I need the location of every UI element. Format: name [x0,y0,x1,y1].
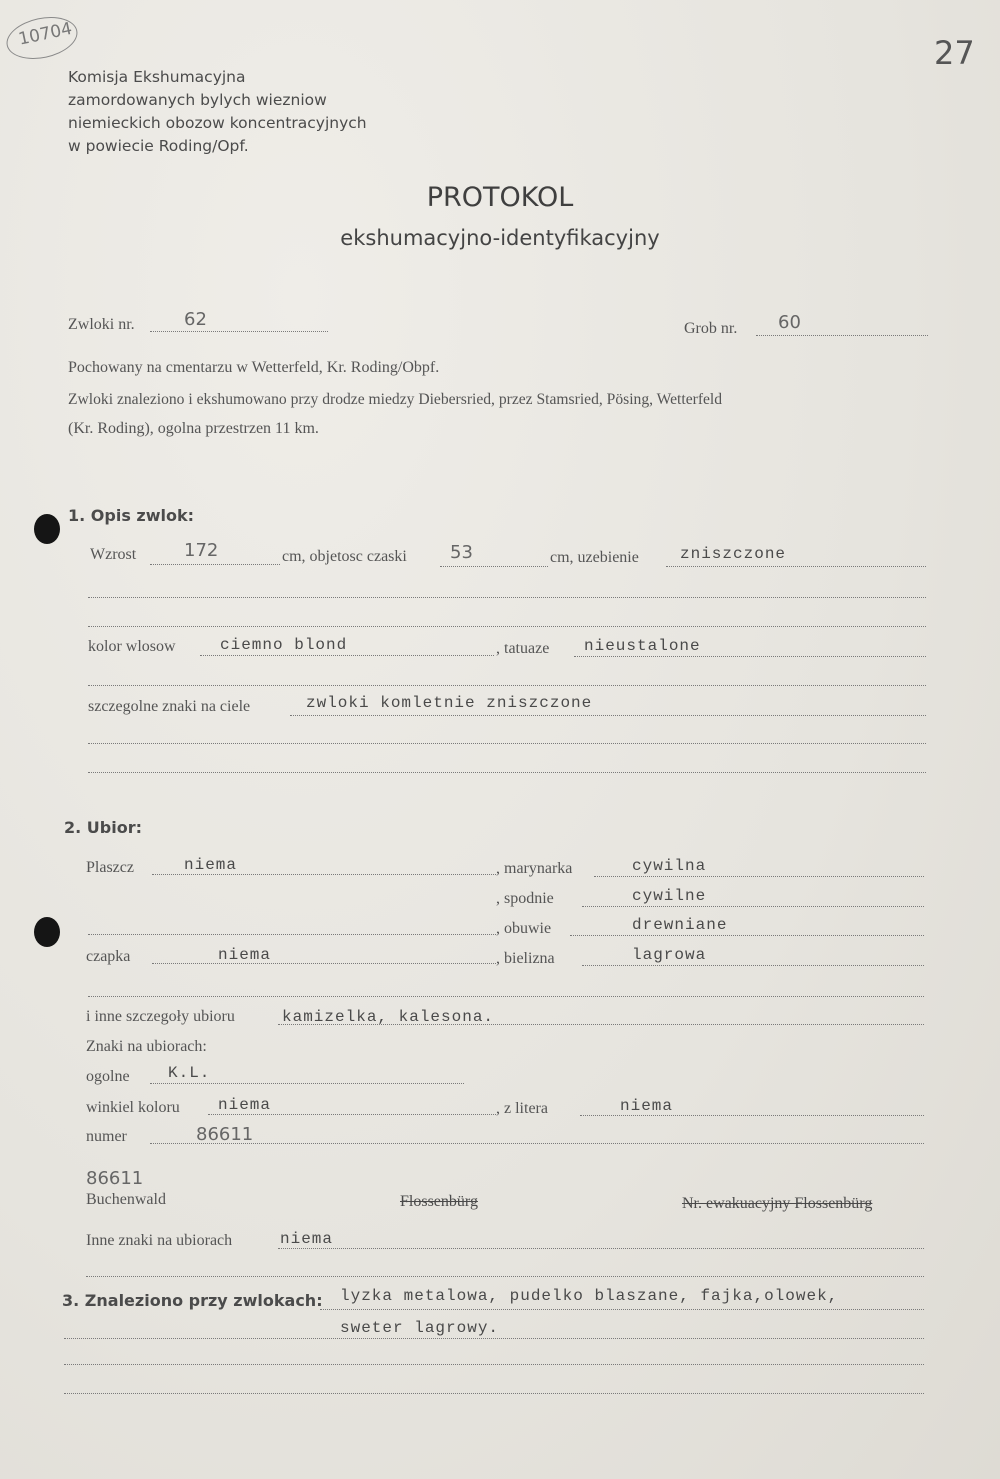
letter-value: niema [620,1097,674,1115]
found-items-line-1 [320,1309,924,1310]
trousers-line [582,906,924,907]
jacket-label: , marynarka [496,860,573,877]
clothing-marks-label: Znaki na ubiorach: [86,1038,207,1055]
hair-value: ciemno blond [220,636,348,654]
shoes-label: , obuwie [496,920,552,937]
underwear-label: , bielizna [496,950,555,967]
height-line [150,564,280,565]
letter-label: , z litera [496,1100,548,1117]
hair-label: kolor wlosow [88,638,176,655]
coat-line [152,874,496,875]
section-2-heading: 2. Ubior: [64,818,142,837]
tattoo-label: , tatuaze [496,640,550,657]
camp-buchenwald: Buchenwald [86,1191,166,1208]
other-details-value: kamizelka, kalesona. [282,1008,495,1026]
teeth-label: cm, uzebienie [550,549,639,566]
cap-value: niema [218,946,272,964]
blank-line-3 [88,685,926,686]
committee-header [68,66,367,158]
triangle-color-label: winkiel koloru [86,1099,180,1116]
archive-stamp [3,11,82,65]
body-marks-line [290,715,926,716]
found-items-line-2 [64,1338,924,1339]
other-marks-value: niema [280,1230,334,1248]
committee-line-4: w powiecie Roding/Opf. [68,137,249,155]
skull-label: cm, objetosc czaski [282,548,407,565]
teeth-line [666,566,926,567]
general-marks-label: ogolne [86,1068,130,1085]
other-marks-label: Inne znaki na ubiorach [86,1232,233,1249]
remains-label: Zwloki nr. [68,316,135,333]
underwear-value: lagrowa [632,946,707,964]
blank-line-8 [64,1364,924,1365]
shoes-line [570,935,924,936]
section-1-heading: 1. Opis zwlok: [68,506,195,525]
camp-number: 86611 [86,1168,144,1189]
page-title: PROTOKOL [426,182,574,213]
jacket-line [594,876,924,877]
jacket-value: cywilna [632,857,707,875]
body-marks-value: zwloki komletnie zniszczone [306,694,593,712]
height-label: Wzrost [90,546,137,563]
grave-label: Grob nr. [684,320,738,337]
tattoo-value: nieustalone [584,637,701,655]
page-number: 27 [934,34,975,72]
committee-line-1: Komisja Ekshumacyjna [68,68,246,86]
coat-label: Plaszcz [86,859,134,876]
hair-line [200,655,494,656]
trousers-label: , spodnie [496,890,554,907]
page-subtitle: ekshumacyjno-identyfikacyjny [340,226,660,250]
height-value: 172 [184,540,219,561]
shoes-value: drewniane [632,916,728,934]
evacuation-number: Nr. ewakuacyjny Flossenbürg [682,1195,873,1212]
trousers-value: cywilne [632,887,707,905]
camp-flossenburg: Flossenbürg [400,1193,478,1210]
blank-line-6 [88,996,924,997]
punch-hole-bottom [34,917,60,947]
blank-line-4 [88,743,926,744]
triangle-color-value: niema [218,1096,272,1114]
found-items-value-2: sweter lagrowy. [340,1319,500,1337]
tattoo-line [574,656,926,657]
skull-value: 53 [450,542,473,563]
other-marks-line [278,1248,924,1249]
found-text-line-1: Zwloki znaleziono i ekshumowano przy drodze miedzy Diebersried, przez Stamsried, Pösing, Wetterfeld [68,391,723,408]
cap-label: czapka [86,948,131,965]
teeth-value: zniszczone [680,545,787,563]
grave-number: 60 [778,312,801,333]
blank-line-5 [88,772,926,773]
found-items-value-1: lyzka metalowa, pudelko blaszane, fajka,olowek, [340,1287,839,1305]
remains-number: 62 [184,309,207,330]
coat-value: niema [184,856,238,874]
cap-line [152,963,496,964]
section-3-heading: 3. Znaleziono przy zwlokach: [62,1291,323,1310]
grave-line [756,335,928,336]
burial-location: Pochowany na cmentarzu w Wetterfeld, Kr. Roding/Obpf. [68,359,440,376]
found-text-line-2: (Kr. Roding), ogolna przestrzen 11 km. [68,420,319,437]
underwear-line [582,965,924,966]
general-marks-line [150,1083,464,1084]
committee-line-3: niemieckich obozow koncentracyjnych [68,114,367,132]
number-line [150,1143,924,1144]
number-value: 86611 [196,1124,254,1145]
blank-line-9 [64,1393,924,1394]
triangle-color-line [208,1114,496,1115]
punch-hole-top [34,514,60,544]
number-label: numer [86,1128,127,1145]
archive-stamp-number: 10704 [16,18,74,50]
letter-line [580,1115,924,1116]
blank-line-2 [88,626,926,627]
blank-line-1 [88,597,926,598]
shoes-blank-line [88,934,496,935]
committee-line-2: zamordowanych bylych wiezniow [68,91,327,109]
remains-line [150,331,328,332]
blank-line-7 [86,1276,924,1277]
other-details-label: i inne szczegoły ubioru [86,1008,235,1025]
skull-line [440,566,548,567]
body-marks-label: szczegolne znaki na ciele [88,698,251,715]
general-marks-value: K.L. [168,1064,211,1082]
